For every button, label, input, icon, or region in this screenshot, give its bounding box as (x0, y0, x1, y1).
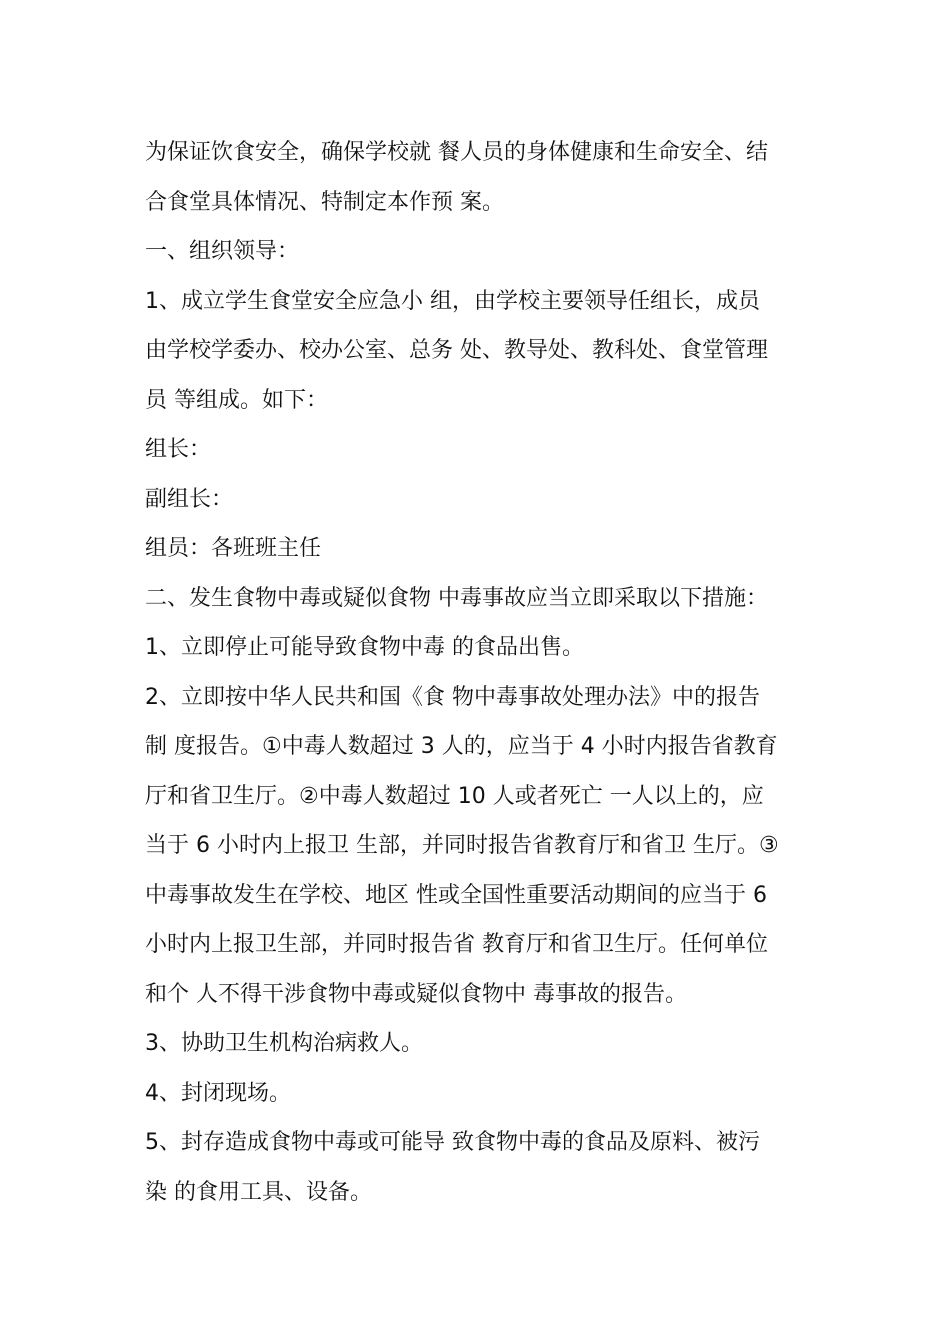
group-members-line (145, 524, 810, 574)
text-line: 合食堂具体情况、特制定本作预 案。 (145, 189, 504, 215)
text-line: 1、立即停止可能导致食物中毒 的食品出售。 (145, 635, 584, 660)
measure-3 (145, 1019, 810, 1069)
text-line: 3、协助卫生机构治病救人。 (145, 1031, 423, 1056)
text-line: 员 等组成。如下： (145, 387, 328, 413)
text-line: 组员：各班班主任 (145, 536, 322, 561)
text-line: 为保证饮食安全，确保学校就 餐人员的身体健康和生命安全、结 (145, 140, 768, 165)
item-1-emergency-group (145, 277, 810, 426)
text-line: 二、发生食物中毒或疑似食物 中毒事故应当立即采取以下措施： (145, 585, 768, 611)
deputy-leader-line (145, 475, 810, 525)
group-leader-line (145, 425, 810, 475)
section-heading-organization (145, 227, 810, 277)
text-line: 染 的食用工具、设备。 (145, 1179, 372, 1205)
measure-5 (145, 1118, 810, 1217)
text-line: 副组长： (145, 486, 234, 512)
text-line: 制 度报告。①中毒人数超过 3 人的，应当于 4 小时内报告省教育 (145, 734, 778, 759)
text-line: 2、立即按中华人民共和国《食 物中毒事故处理办法》中的报告 (145, 684, 760, 710)
text-line: 小时内上报卫生部，并同时报告省 教育厅和省卫生厅。任何单位 (145, 932, 768, 957)
text-line: 由学校学委办、校办公室、总务 处、教导处、教科处、食堂管理 (145, 338, 768, 363)
measure-1 (145, 623, 810, 673)
intro-paragraph (145, 128, 810, 227)
text-line: 1、成立学生食堂安全应急小 组，由学校主要领导任组长，成员 (145, 288, 760, 314)
text-line: 和个 人不得干涉食物中毒或疑似食物中 毒事故的报告。 (145, 981, 687, 1007)
text-line: 一、组织领导： (145, 239, 300, 264)
text-line: 厅和省卫生厅。②中毒人数超过 10 人或者死亡 一人以上的，应 (145, 783, 764, 809)
text-line: 组长： (145, 437, 212, 462)
text-line: 5、封存造成食物中毒或可能导 致食物中毒的食品及原料、被污 (145, 1130, 760, 1155)
document-body (145, 128, 810, 1217)
measure-4 (145, 1069, 810, 1119)
text-line: 4、封闭现场。 (145, 1080, 291, 1106)
text-line: 当于 6 小时内上报卫 生部，并同时报告省教育厅和省卫 生厅。③ (145, 833, 779, 858)
text-line: 中毒事故发生在学校、地区 性或全国性重要活动期间的应当于 6 (145, 882, 767, 908)
measure-2-reporting (145, 673, 810, 1020)
section-heading-measures (145, 574, 810, 624)
